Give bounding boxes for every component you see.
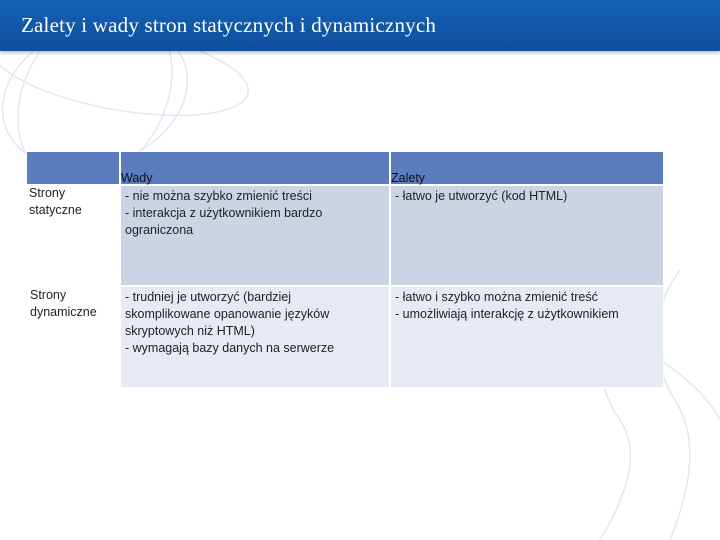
header-zalety-label: Zalety: [391, 171, 426, 185]
cell-zalety-statyczne: - łatwo je utworzyć (kod HTML): [390, 185, 664, 286]
table-row-label: Strony statyczne: [26, 185, 120, 286]
cell-zalety-dynamiczne: - łatwo i szybko można zmienić treść - umożliwiają interakcję z użytkownikiem: [390, 286, 664, 388]
title-bar: [0, 0, 720, 51]
header-wady: [120, 151, 390, 185]
cell-wady-statyczne: - nie można szybko zmienić treści - interakcja z użytkownikiem bardzo ograniczona: [120, 185, 390, 286]
table-header-empty: [26, 151, 120, 185]
header-zalety: [390, 151, 664, 185]
header-wady-label: Wady: [121, 171, 153, 185]
table-row-label: Strony dynamiczne: [26, 286, 120, 388]
cell-wady-dynamiczne: - trudniej je utworzyć (bardziej skomplikowane opanowanie języków skryptowych niż HTML) - wymagają bazy danych na serwerze: [120, 286, 390, 388]
slide-title: Zalety i wady stron statycznych i dynamicznych: [21, 13, 437, 37]
